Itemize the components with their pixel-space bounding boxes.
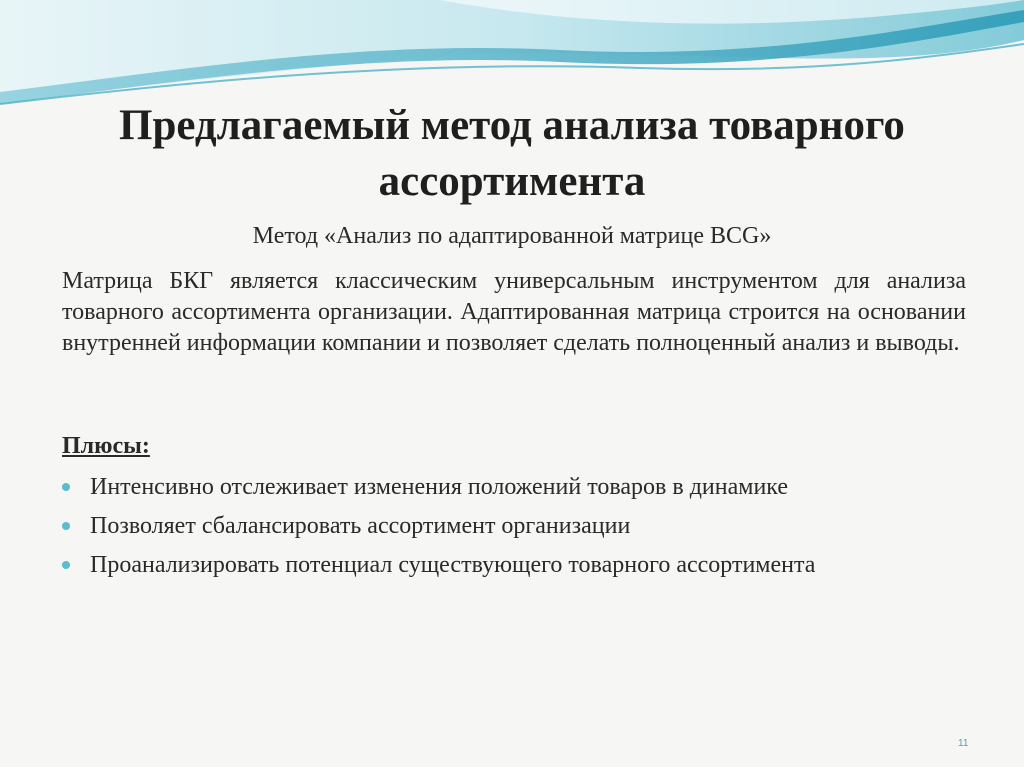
list-item — [62, 511, 966, 541]
bullet-dot-icon — [62, 522, 70, 530]
page-number: 11 — [958, 738, 969, 749]
list-item-text: Позволяет сбалансировать ассортимент организации — [90, 513, 631, 539]
description-paragraph: Матрица БКГ является классическим универсальным инструментом для анализа товарного ассортимента организации. Адаптированная матрица строится на основании внутренней информации компании и позволяет сделать полноценный анализ и выводы. — [62, 268, 966, 356]
list-item-text: Проанализировать потенциал существующего товарного ассортимента — [90, 552, 816, 578]
page-title: Предлагаемый метод анализа товарного ассортимента — [119, 102, 905, 205]
list-item — [62, 472, 966, 502]
bullet-dot-icon — [62, 561, 70, 569]
list-item-text: Интенсивно отслеживает изменения положений товаров в динамике — [90, 474, 789, 500]
bullet-dot-icon — [62, 483, 70, 491]
method-subtitle: Метод «Анализ по адаптированной матрице BCG» — [252, 223, 772, 249]
pros-list — [62, 472, 966, 589]
list-item — [62, 550, 966, 580]
pros-heading: Плюсы: — [62, 433, 150, 459]
